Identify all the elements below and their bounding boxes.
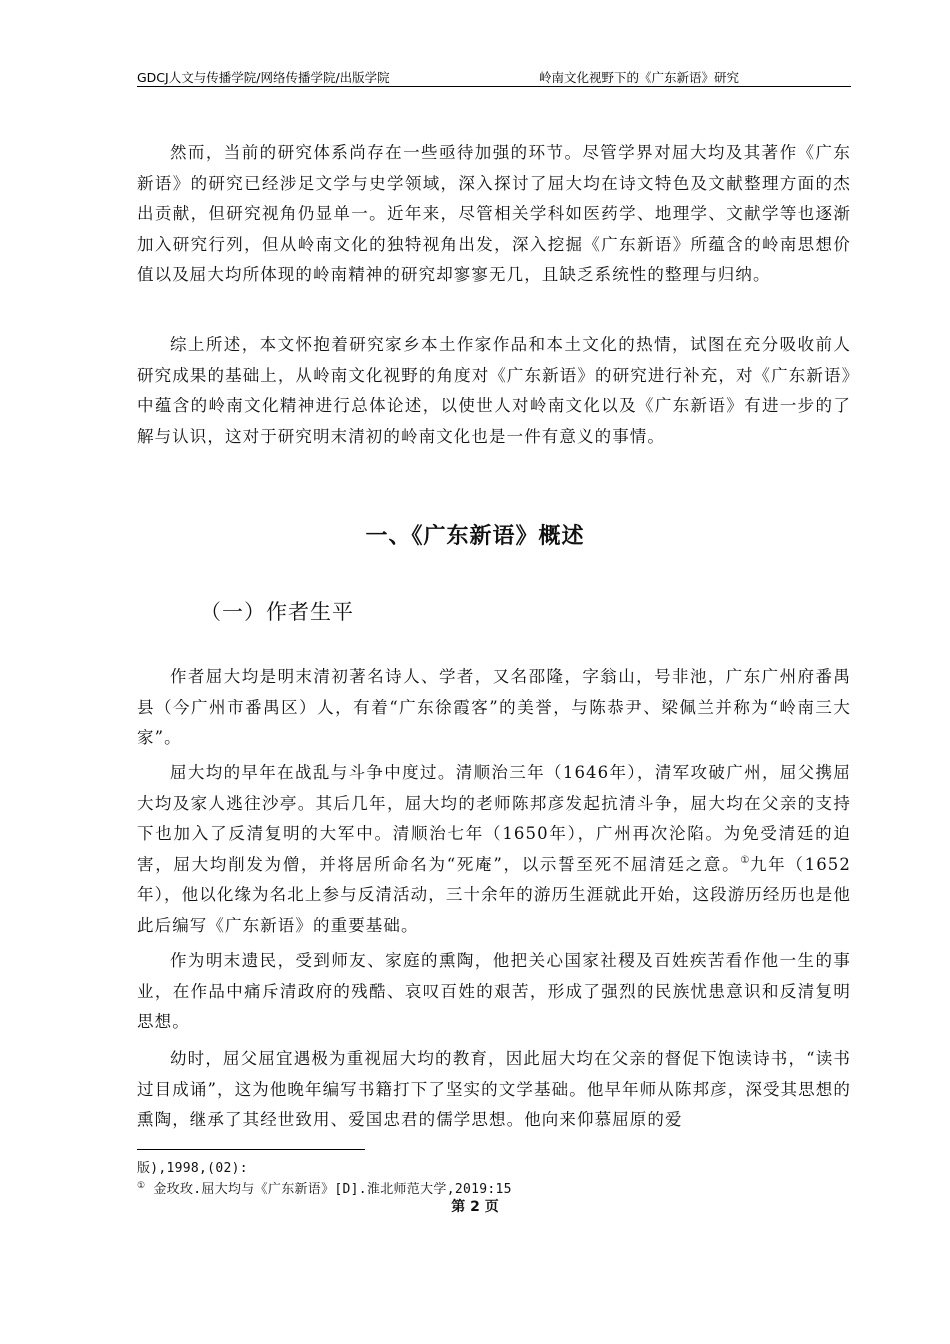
biography-paragraph-2 xyxy=(137,758,851,941)
biography-paragraph-1: 作者屈大均是明末清初著名诗人、学者，又名邵隆，字翁山，号非池，广东广州府番禺县（今广州市番禺区）人，有着“广东徐霞客”的美誉，与陈恭尹、梁佩兰并称为“岭南三大家”。 xyxy=(137,667,851,747)
footnote-continuation: 版),1998,(02): xyxy=(137,1161,248,1176)
page-number: 第 2 页 xyxy=(451,1199,499,1215)
biography-paragraph-4: 幼时，屈父屈宜遇极为重视屈大均的教育，因此屈大均在父亲的督促下饱读诗书，“读书过目成诵”，这为他晚年编写书籍打下了坚实的文学基础。他早年师从陈邦彦，深受其思想的熏陶，继承了其经世致用、爱国忠君的儒学思想。他向来仰慕屈原的爱 xyxy=(137,1049,851,1129)
footnote-marker: ① xyxy=(137,1181,146,1191)
footnote-1 xyxy=(137,1178,512,1197)
header-thesis-title: 岭南文化视野下的《广东新语》研究 xyxy=(539,70,740,85)
biography-paragraph-3: 作为明末遗民，受到师友、家庭的熏陶，他把关心国家社稷及百姓疾苦看作他一生的事业，在作品中痛斥清政府的残酷、哀叹百姓的艰苦，形成了强烈的民族忧患意识和反清复明思想。 xyxy=(137,951,851,1031)
footnote-reference[interactable]: ① xyxy=(740,854,750,866)
biography-paragraph-2-part-a: 屈大均的早年在战乱与斗争中度过。清顺治三年（1646年），清军攻破广州，屈父携屈大均及家人逃往沙亭。其后几年，屈大均的老师陈邦彦发起抗清斗争，屈大均在父亲的支持下也加入了反清复明的大军中。清顺治七年（1650年），广州再次沦陷。为免受清廷的迫害，屈大均削发为僧，并将居所命名为“死庵”，以示誓至死不屈清廷之意。 xyxy=(137,763,851,874)
intro-paragraph-1: 然而，当前的研究体系尚存在一些亟待加强的环节。尽管学界对屈大均及其著作《广东新语》的研究已经涉足文学与史学领域，深入探讨了屈大均在诗文特色及文献整理方面的杰出贡献，但研究视角仍显单一。近年来，尽管相关学科如医药学、地理学、文献学等也逐渐加入研究行列，但从岭南文化的独特视角出发，深入挖掘《广东新语》所蕴含的岭南思想价值以及屈大均所体现的岭南精神的研究却寥寥无几，且缺乏系统性的整理与归纳。 xyxy=(137,143,851,284)
page-header xyxy=(137,66,851,87)
header-institution: GDCJ人文与传播学院/网络传播学院/出版学院 xyxy=(137,70,390,85)
subsection-title: （一）作者生平 xyxy=(200,600,354,624)
intro-paragraph-2: 综上所述，本文怀抱着研究家乡本土作家作品和本土文化的热情，试图在充分吸收前人研究成果的基础上，从岭南文化视野的角度对《广东新语》的研究进行补充，对《广东新语》中蕴含的岭南文化精神进行总体论述，以使世人对岭南文化以及《广东新语》有进一步的了解与认识，这对于研究明末清初的岭南文化也是一件有意义的事情。 xyxy=(137,335,851,446)
footnote-divider xyxy=(137,1149,365,1150)
footnote-1-text: 金玫玫.屈大均与《广东新语》[D].淮北师范大学,2019:15 xyxy=(153,1182,512,1197)
section-title: 一、《广东新语》概述 xyxy=(365,524,585,549)
biography-paragraph-2-part-b: 九年（1652年），他以化缘为名北上参与反清活动，三十余年的游历生涯就此开始，这段游历经历也是他此后编写《广东新语》的重要基础。 xyxy=(137,854,851,935)
